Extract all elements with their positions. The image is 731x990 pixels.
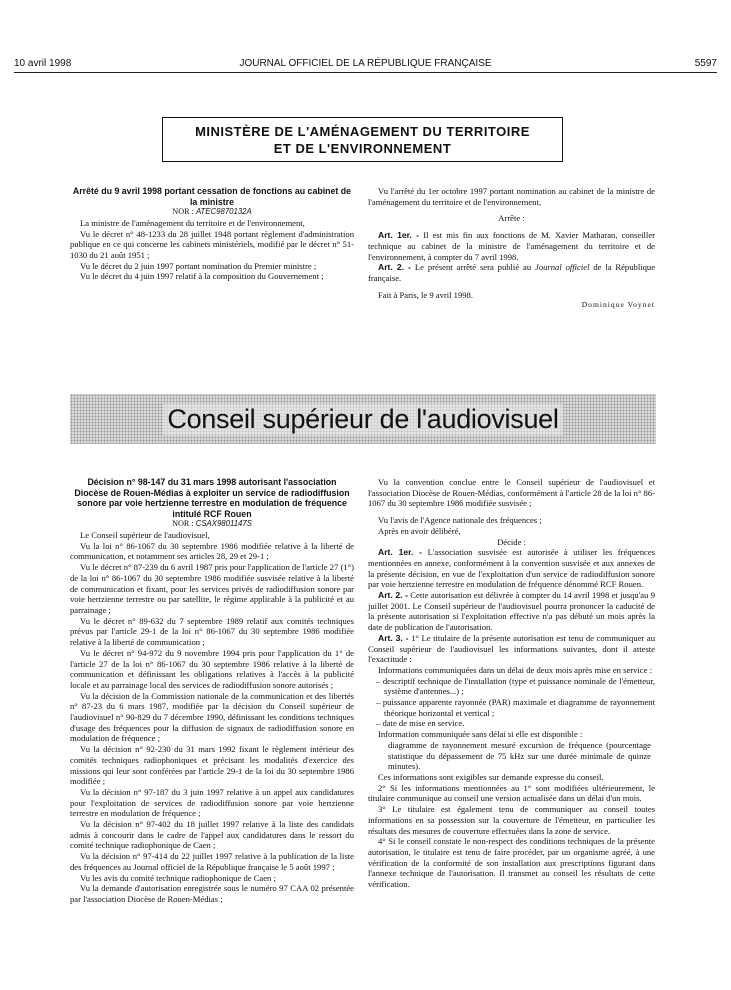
arrete-right-column [368,186,655,311]
decision-paragraph: Vu la demande d'autorisation enregistrée sous le numéro 97 CAA 02 présentée par l'association Diocèse de Rouen-Médias ; [70,883,354,904]
nor-code: ATEC9870132A [195,207,252,217]
nor-label: NOR : [172,519,194,529]
banner-title: Conseil supérieur de l'audiovisuel [163,404,562,435]
decision-paragraph: Vu le décret n° 94-972 du 9 novembre 1994 pris pour l'application du 1° de l'article 27 de la loi n° 86-1067 du 30 septembre 1986 relative à la liberté de communication et définissant les obligations relatives à l'accès à la publicité locale et au parrainage local des services de radiodiffusion sonore autorisés ; [70,647,354,690]
info-list-item: – puissance apparente rayonnée (PAR) maximale et diagramme de rayonnement théorique horizontal et vertical ; [376,697,655,718]
header-page-number: 5597 [694,58,717,69]
decision-paragraph: Vu la décision n° 97-414 du 22 juillet 1997 relative à la publication de la liste des fréquences au Journal officiel de la République française le 5 août 1997 ; [70,851,354,872]
article-label: Art. 2. - [378,262,412,273]
decision-intro: Après en avoir délibéré, [378,525,461,536]
decision-paragraph: Vu la décision de la Commission nationale de la communication et des libertés n° 87-23 du 6 mars 1987, modifiée par la décision du Conseil supérieur de l'audiovisuel n° 90-829 du 7 décembre 1990, définissant les conditions techniques d'usage des fréquences pour la diffusion de signaux de radiodiffusion sonore en modulation de fréquence ; [70,690,354,744]
decision-article-1 [368,547,655,590]
nor-code: CSAX9801147S [195,519,252,529]
info-exigible: Ces informations sont exigibles sur demande expresse du conseil. [378,771,604,782]
article-text: Il est mis fin aux fonctions de M. Xavier Matharan, conseiller technique au cabinet de la ministre de l'aménagement du territoire et de l'environnement, à compter du 7 avril 1998. [368,230,655,262]
arrete-paragraph: La ministre de l'aménagement du territoire et de l'environnement, [80,217,305,228]
decision-article-2 [368,590,655,633]
article-text: L'association susvisée est autorisée à utiliser les fréquences mentionnées en annexe, conformément à la convention susvisée et aux annexes de la présente décision, en vue de l'exploitation d'un service de radiodiffusion sonore par voie hertzienne terrestre en modulation de fréquence dénommé RCF Rouen. [368,547,655,590]
arrete-paragraph: Vu le décret n° 48-1233 du 28 juillet 1948 portant règlement d'administration publique en ce qui concerne les cabinets ministériels, modifié par le décret n° 51-1030 du 21 août 1951 ; [70,228,354,260]
decision-paragraph: Vu la décision n° 92-230 du 31 mars 1992 fixant le règlement intérieur des comités techniques radiophoniques et précisant les modalités d'exercice des missions qui leur sont conférées par l'article 29-1 de la loi du 30 septembre 1986 modifiée ; [70,744,354,787]
decision-nor [70,519,354,530]
arrete-done-at: Fait à Paris, le 9 avril 1998. [378,289,473,300]
arrete-word: Arrête : [498,213,525,224]
article-text: Le présent arrêté sera publié au [414,262,532,273]
paragraph-3: 3° Le titulaire est également tenu de communiquer au conseil toutes informations en sa possession sur la couverture de l'émetteur, en particulier les résultats des mesures de couverture effectuées dans la zone de service. [368,804,655,836]
paragraph-2: 2° Si les informations mentionnées au 1° sont modifiées ultérieurement, le titulaire communique au conseil une version actualisée dans un délai d'un mois. [368,782,655,804]
arrete-article-1 [368,230,655,262]
ministry-box [162,117,563,162]
article-label: Art. 1er. - [378,547,423,558]
decision-title: Décision n° 98-147 du 31 mars 1998 autorisant l'association Diocèse de Rouen-Médias à exploiter un service de radiodiffusion sonore par voie hertzienne terrestre en modulation de fréquence intitulé RCF Rouen [74,477,350,519]
info-intro: Informations communiquées dans un délai de deux mois après mise en service : [378,664,652,675]
header-date: 10 avril 1998 [14,58,72,69]
header-rule [14,72,717,73]
journal-reference: Journal officiel [535,262,590,273]
arrete-title: Arrêté du 9 avril 1998 portant cessation de fonctions au cabinet de la ministre [72,186,352,207]
decision-paragraph: Vu la décision n° 97-187 du 3 juin 1997 relative à un appel aux candidatures pour l'exploitation de services de radiodiffusion sonore par voie hertzienne terrestre en modulation de fréquence ; [70,786,354,819]
header-journal-title: JOURNAL OFFICIEL DE LA RÉPUBLIQUE FRANÇAISE [239,58,492,69]
decide-word: Décide : [497,536,526,547]
info-delay-text: diagramme de rayonnement mesuré excursion de fréquence (pourcentage statistique du dépassement de 75 kHz sur une durée minimale de quinze minutes). [388,739,651,772]
arrete-article-2 [368,262,655,283]
decision-intro: Vu la convention conclue entre le Conseil supérieur de l'audiovisuel et l'association Diocèse de Rouen-Médias, conformément à l'article 28 de la loi n° 86-1067 du 30 septembre 1986 modifiée susvisée ; [368,477,655,509]
decision-article-3 [368,633,655,665]
arrete-left-column [70,186,354,282]
article-label: Art. 3. - [378,632,409,643]
arrete-paragraph: Vu l'arrêté du 1er octobre 1997 portant nomination au cabinet de la ministre de l'aménagement du territoire et de l'environnement, [368,186,655,207]
ministry-line-1: MINISTÈRE DE L'AMÉNAGEMENT DU TERRITOIRE [195,124,530,139]
article-text: de la République française. [368,262,656,283]
decision-intro: Vu l'avis de l'Agence nationale des fréquences ; [378,515,542,526]
arrete-paragraph: Vu le décret du 2 juin 1997 portant nomination du Premier ministre ; [80,260,317,271]
section-banner [70,394,656,444]
arrete-signature: Dominique Voynet [581,300,655,310]
arrete-paragraph: Vu le décret du 4 juin 1997 relatif à la composition du Gouvernement ; [80,271,324,282]
decision-paragraph: Vu les avis du comité technique radiophonique de Caen ; [80,872,276,883]
article-text: Cette autorisation est délivrée à compter du 14 avril 1998 et jusqu'au 9 juillet 2001. Le Conseil supérieur de l'audiovisuel pourra prononcer la caducité de la présente autorisation si l'exploitation effective n'a pas débuté un mois après la date de publication de l'autorisation. [368,590,655,633]
decision-paragraph: Vu le décret n° 87-239 du 6 avril 1987 pris pour l'application de l'article 27 (1°) de la loi n° 86-1067 du 30 septembre 1986 modifiée susvisée relative à la liberté de communication et fixant, pour les services privés de radiodiffusion sonore par voie hertzienne terrestre ou par satellite, le régime applicable à la publicité et au parrainage ; [70,562,354,615]
info-list-item: – date de mise en service. [376,718,465,729]
arrete-nor [70,207,354,218]
decision-right-column [368,477,655,890]
article-label: Art. 1er. - [378,230,420,241]
article-text: 1° Le titulaire de la présente autorisation est tenu de communiquer au Conseil supérieur de l'audiovisuel les informations suivantes, dont il atteste l'exactitude : [368,632,655,665]
decision-paragraph: Le Conseil supérieur de l'audiovisuel, [80,530,210,541]
nor-label: NOR : [172,207,194,217]
article-label: Art. 2. - [378,590,408,601]
decision-paragraph: Vu la loi n° 86-1067 du 30 septembre 1986 modifiée relative à la liberté de communication, et notamment ses articles 28, 29 et 29-1 ; [70,540,354,562]
info-list-item: – descriptif technique de l'installation (type et puissance nominale de l'émetteur, système d'antennes...) ; [376,675,655,697]
page-header [14,58,717,72]
decision-paragraph: Vu le décret n° 89-632 du 7 septembre 1989 relatif aux comités techniques prévus par l'article 29-1 de la loi n° 86-1067 du 30 septembre 1986 modifiée relative à la liberté de communication ; [70,615,354,648]
decision-paragraph: Vu la décision n° 97-402 du 18 juillet 1997 relative à la liste des candidats admis à concourir dans le cadre de l'appel aux candidatures dans le ressort du comité technique radiophonique de Caen ; [70,819,354,851]
decision-left-column [70,477,354,905]
info-delay-label: Information communiquée sans délai si elle est disponible : [378,729,583,740]
paragraph-4: 4° Si le conseil constate le non-respect des conditions techniques de la présente autorisation, le titulaire est tenu de faire procéder, par un organisme agréé, à une vérification de la conformité de son installation aux prescriptions figurant dans l'annexe technique de l'autorisation. Il transmet au conseil les résultats de cette vérification. [368,836,655,890]
ministry-line-2: ET DE L'ENVIRONNEMENT [273,141,452,156]
